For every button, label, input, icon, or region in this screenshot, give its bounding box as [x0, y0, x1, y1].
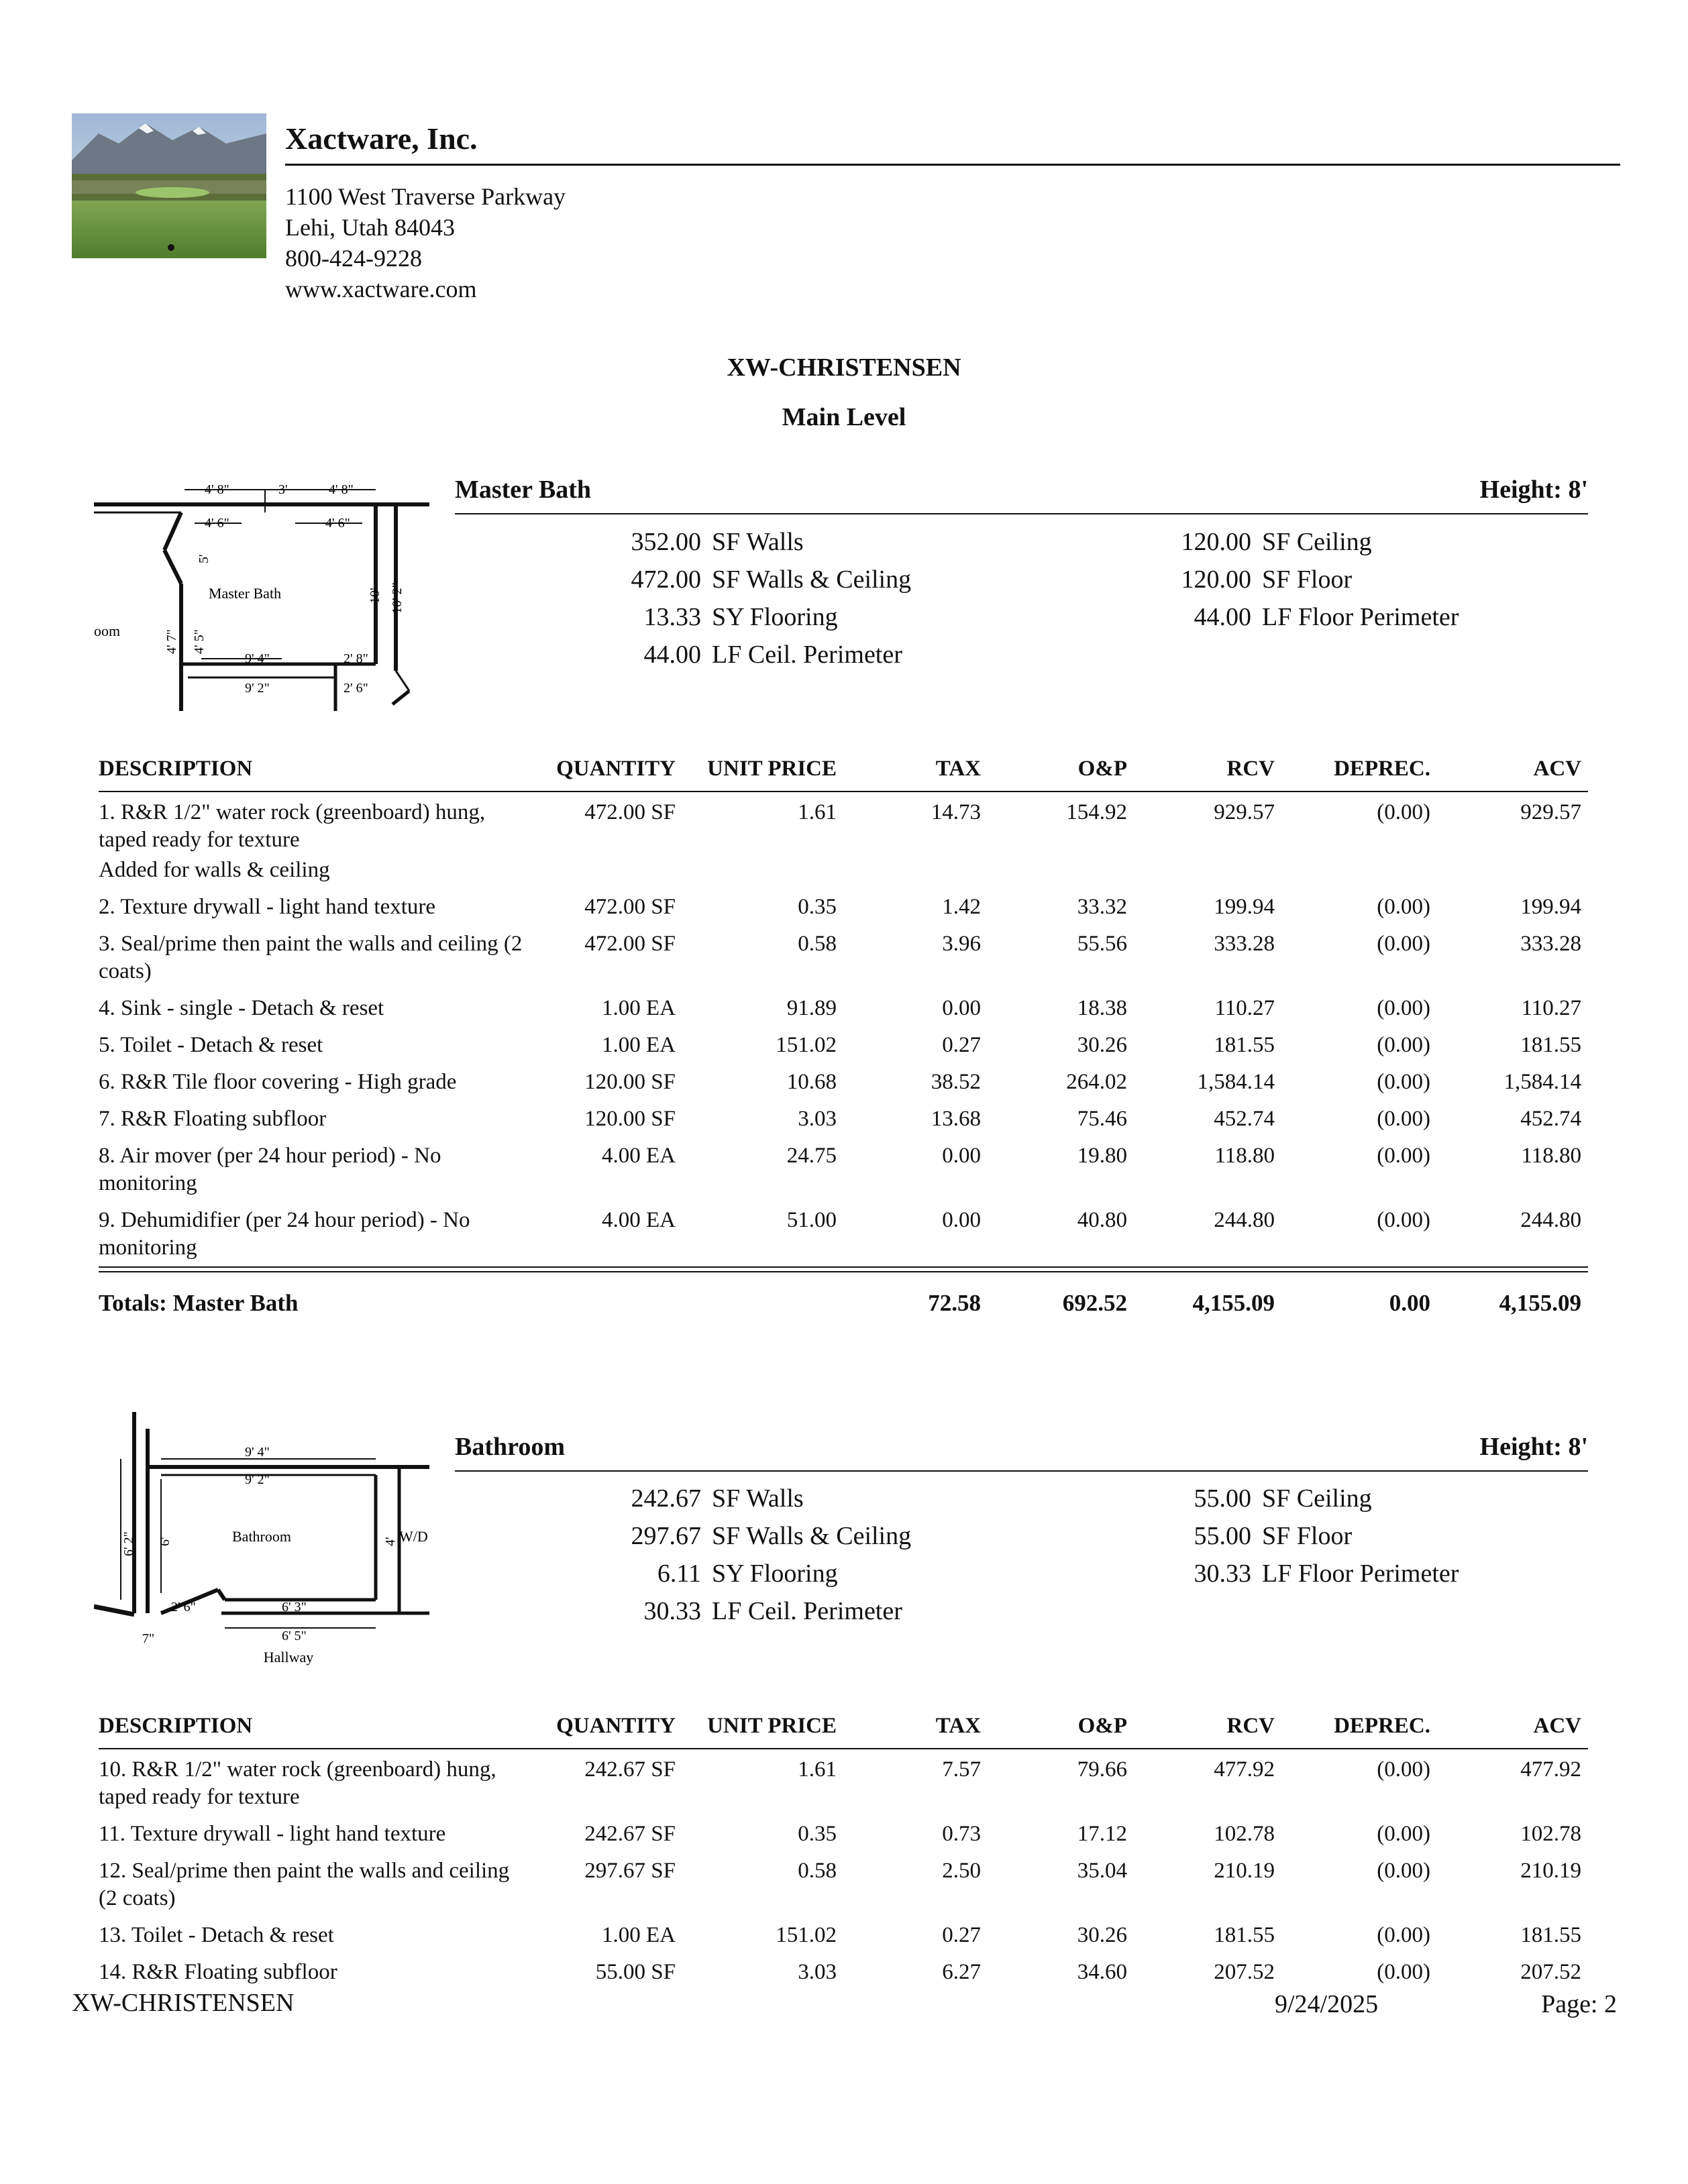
sketch-dim: 2' 6"	[344, 681, 368, 696]
master-bath-sketch	[94, 470, 429, 711]
room-divider	[455, 513, 1588, 514]
table-row: 4. Sink - single - Detach & reset 1.00 EA 91.89 0.00 18.38 110.27 (0.00) 110.27	[99, 996, 1581, 1020]
col-op: O&P	[988, 757, 1134, 791]
sketch-dim: 4' 6"	[325, 516, 350, 531]
table-row: 14. R&R Floating subfloor 55.00 SF 3.03 6.27 34.60 207.52 (0.00) 207.52	[99, 1960, 1581, 1984]
table-header-row	[99, 757, 1588, 791]
col-deprec: DEPREC.	[1281, 757, 1437, 791]
company-phone: 800-424-9228	[285, 245, 422, 272]
totals-tax: 72.58	[928, 1290, 981, 1316]
col-deprec: DEPREC.	[1281, 1714, 1437, 1749]
col-op: O&P	[988, 1714, 1134, 1749]
sketch-room-label: Bathroom	[232, 1528, 291, 1545]
sketch-side-label: W/D	[399, 1528, 428, 1545]
sketch-dim: 2' 6"	[171, 1600, 196, 1615]
col-description: DESCRIPTION	[99, 1714, 531, 1749]
company-street: 1100 West Traverse Parkway	[285, 183, 566, 210]
totals-divider	[99, 1266, 1588, 1268]
totals-label: Totals: Master Bath	[99, 1290, 299, 1316]
totals-deprec: 0.00	[1389, 1290, 1430, 1316]
sketch-dim: 7"	[142, 1631, 155, 1646]
totals-row	[99, 1289, 1588, 1317]
sketch-dim: 4' 7"	[164, 629, 179, 654]
totals-rcv: 4,155.09	[1192, 1290, 1275, 1316]
table-row: 7. R&R Floating subfloor 120.00 SF 3.03 13.68 75.46 452.74 (0.00) 452.74	[99, 1107, 1581, 1131]
table-row: 13. Toilet - Detach & reset 1.00 EA 151.02 0.27 30.26 181.55 (0.00) 181.55	[99, 1923, 1581, 1947]
measurement: 30.33 LF Ceil. Perimeter	[643, 1597, 902, 1625]
col-description: DESCRIPTION	[99, 757, 531, 791]
sketch-dim: 10'	[368, 588, 382, 604]
room-divider	[455, 1470, 1588, 1472]
col-acv: ACV	[1437, 1714, 1588, 1749]
table-row: 9. Dehumidifier (per 24 hour period) - No monitoring 4.00 EA 51.00 0.00 40.80 244.80 (0.00) 244.80	[99, 1208, 1581, 1260]
sketch-dim: 9' 2"	[245, 1472, 270, 1487]
table-row: 1. R&R 1/2" water rock (greenboard) hung, taped ready for texture 472.00 SF 1.61 14.73 154.92 929.57 (0.00) 929.57	[99, 800, 1581, 852]
table-header-row	[99, 1714, 1588, 1749]
bathroom-sketch	[94, 1412, 429, 1674]
col-tax: TAX	[843, 757, 988, 791]
footer-date: 9/24/2025	[1275, 1990, 1379, 2018]
sketch-dim: 9' 2"	[245, 681, 270, 696]
sketch-dim: 6'	[158, 1537, 172, 1546]
line-items-table	[99, 757, 1588, 1264]
sketch-dim: 6' 3"	[282, 1600, 307, 1615]
measurement: 120.00 SF Ceiling	[1181, 528, 1372, 556]
sketch-dim: 4' 8"	[329, 482, 354, 497]
measurement: 297.67 SF Walls & Ceiling	[631, 1522, 912, 1550]
sketch-dim: 4' 5"	[192, 629, 207, 654]
totals-acv: 4,155.09	[1499, 1290, 1581, 1316]
table-row: 6. R&R Tile floor covering - High grade 120.00 SF 10.68 38.52 264.02 1,584.14 (0.00) 1,584.14	[99, 1070, 1581, 1094]
sketch-side-label: oom	[94, 622, 121, 639]
table-row: 10. R&R 1/2" water rock (greenboard) hung, taped ready for texture 242.67 SF 1.61 7.57 79.66 477.92 (0.00) 477.92	[99, 1757, 1581, 1809]
measurement: 242.67 SF Walls	[631, 1484, 804, 1513]
measurement: 44.00 LF Floor Perimeter	[1194, 603, 1459, 631]
footer-estimate-name: XW-CHRISTENSEN	[72, 1989, 295, 2017]
totals-op: 692.52	[1062, 1290, 1127, 1316]
company-city: Lehi, Utah 84043	[285, 214, 455, 241]
item-note-row	[99, 857, 1588, 887]
estimate-title: XW-CHRISTENSEN	[727, 353, 961, 382]
company-logo	[72, 113, 266, 258]
table-row: 3. Seal/prime then paint the walls and ceiling (2 coats) 472.00 SF 0.58 3.96 55.56 333.28 (0.00) 333.28	[99, 932, 1581, 983]
measurement: 6.11 SY Flooring	[657, 1560, 838, 1588]
col-acv: ACV	[1437, 757, 1588, 791]
room-name: Master Bath	[455, 476, 591, 504]
room-height: Height: 8'	[1479, 1433, 1588, 1461]
room-name: Bathroom	[455, 1433, 565, 1461]
col-tax: TAX	[843, 1714, 988, 1749]
table-row: 8. Air mover (per 24 hour period) - No monitoring 4.00 EA 24.75 0.00 19.80 118.80 (0.00) 118.80	[99, 1144, 1581, 1195]
col-rcv: RCV	[1134, 757, 1281, 791]
company-website: www.xactware.com	[285, 276, 477, 303]
table-row: 12. Seal/prime then paint the walls and ceiling (2 coats) 297.67 SF 0.58 2.50 35.04 210.19 (0.00) 210.19	[99, 1859, 1581, 1910]
level-title: Main Level	[782, 403, 906, 431]
table-row: 5. Toilet - Detach & reset 1.00 EA 151.02 0.27 30.26 181.55 (0.00) 181.55	[99, 1033, 1581, 1057]
measurement: 352.00 SF Walls	[631, 528, 804, 556]
sketch-dim: 2' 8"	[344, 651, 368, 666]
item-note: Added for walls & ceiling	[99, 858, 330, 882]
measurement: 44.00 LF Ceil. Perimeter	[643, 641, 902, 669]
footer-page-number: Page: 2	[1541, 1990, 1617, 2018]
col-rcv: RCV	[1134, 1714, 1281, 1749]
sketch-dim: 10' 2"	[390, 582, 405, 614]
sketch-dim: 6' 5"	[282, 1629, 307, 1643]
totals-divider	[99, 1271, 1588, 1272]
measurement: 120.00 SF Floor	[1181, 565, 1353, 594]
table-row: 2. Texture drywall - light hand texture 472.00 SF 0.35 1.42 33.32 199.94 (0.00) 199.94	[99, 895, 1581, 919]
company-name: Xactware, Inc.	[285, 121, 478, 156]
measurement: 30.33 LF Floor Perimeter	[1194, 1560, 1459, 1588]
header-divider	[285, 164, 1620, 166]
col-unit-price: UNIT PRICE	[682, 757, 843, 791]
sketch-room-label: Master Bath	[208, 585, 282, 602]
col-quantity: QUANTITY	[531, 1714, 682, 1749]
sketch-below-label: Hallway	[263, 1649, 314, 1666]
col-quantity: QUANTITY	[531, 757, 682, 791]
measurement: 472.00 SF Walls & Ceiling	[631, 565, 912, 594]
sketch-dim: 6' 2"	[121, 1531, 136, 1556]
line-items-table	[99, 1714, 1588, 1989]
table-row: 11. Texture drywall - light hand texture 242.67 SF 0.35 0.73 17.12 102.78 (0.00) 102.78	[99, 1822, 1581, 1846]
sketch-dim: 5'	[197, 554, 211, 563]
sketch-dim: 4'	[383, 1537, 398, 1546]
col-unit-price: UNIT PRICE	[682, 1714, 843, 1749]
sketch-dim: 3'	[278, 482, 288, 497]
sketch-dim: 4' 6"	[205, 516, 229, 531]
measurement: 55.00 SF Ceiling	[1194, 1484, 1372, 1513]
sketch-dim: 9' 4"	[245, 651, 270, 666]
measurement: 13.33 SY Flooring	[643, 603, 838, 631]
sketch-dim: 4' 8"	[205, 482, 229, 497]
room-height: Height: 8'	[1479, 476, 1588, 504]
measurement: 55.00 SF Floor	[1194, 1522, 1353, 1550]
sketch-dim: 9' 4"	[245, 1445, 270, 1460]
